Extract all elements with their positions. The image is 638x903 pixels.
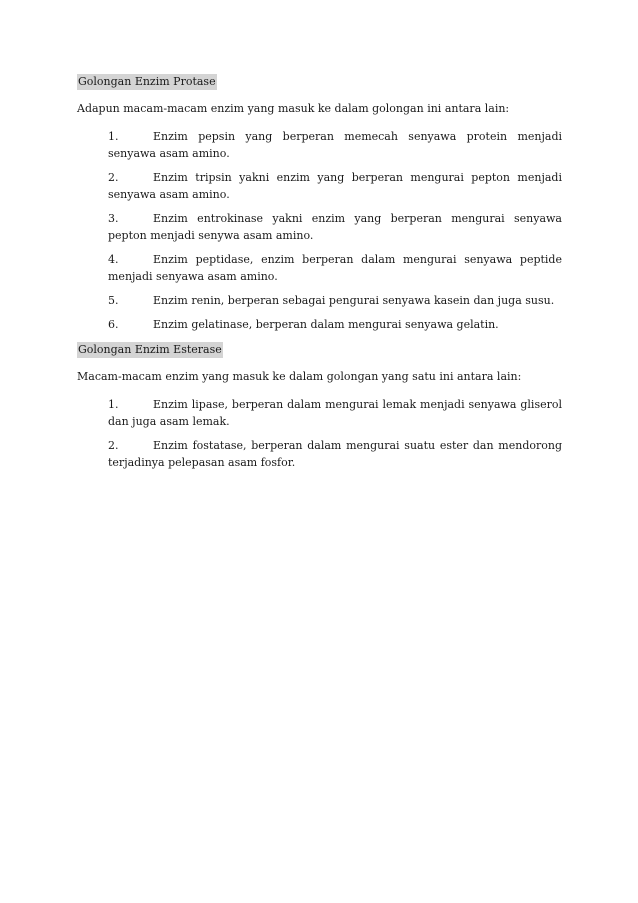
list-item	[108, 316, 562, 333]
list-number: 4.	[108, 253, 119, 266]
list-number: 5.	[108, 294, 119, 307]
document-body	[77, 73, 562, 479]
list-item	[108, 292, 562, 309]
list-item	[108, 169, 562, 203]
list-text: Enzim renin, berperan sebagai pengurai senyawa kasein dan juga susu.	[153, 294, 555, 307]
list-item	[108, 210, 562, 244]
list-text: Enzim tripsin yakni enzim yang berperan mengurai pepton menjadi senyawa asam amino.	[108, 171, 562, 201]
list-number: 1.	[108, 398, 119, 411]
heading-wrap	[77, 341, 562, 358]
list-item	[108, 437, 562, 471]
section-protase	[77, 73, 562, 333]
list-number: 3.	[108, 212, 119, 225]
list-text: Enzim peptidase, enzim berperan dalam mengurai senyawa peptide menjadi senyawa asam amino.	[108, 253, 562, 283]
list-item	[108, 251, 562, 285]
list-text: Enzim entrokinase yakni enzim yang berperan mengurai senyawa pepton menjadi senywa asam amino.	[108, 212, 562, 242]
list-number: 2.	[108, 171, 119, 184]
list-text: Enzim lipase, berperan dalam mengurai lemak menjadi senyawa gliserol dan juga asam lemak.	[108, 398, 562, 428]
list-number: 6.	[108, 318, 119, 331]
section-intro: Adapun macam-macam enzim yang masuk ke dalam golongan ini antara lain:	[77, 102, 510, 115]
list-text: Enzim fostatase, berperan dalam mengurai suatu ester dan mendorong terjadinya pelepasan asam fosfor.	[108, 439, 562, 469]
heading-wrap	[77, 73, 562, 90]
enzyme-list	[77, 128, 562, 333]
section-heading: Golongan Enzim Esterase	[78, 343, 222, 356]
list-text: Enzim gelatinase, berperan dalam mengurai senyawa gelatin.	[153, 318, 499, 331]
list-item	[108, 396, 562, 430]
list-text: Enzim pepsin yang berperan memecah senyawa protein menjadi senyawa asam amino.	[108, 130, 562, 160]
section-intro: Macam-macam enzim yang masuk ke dalam golongan yang satu ini antara lain:	[77, 370, 522, 383]
enzyme-list	[77, 396, 562, 471]
section-esterase	[77, 341, 562, 471]
list-number: 1.	[108, 130, 119, 143]
section-heading: Golongan Enzim Protase	[78, 75, 216, 88]
list-number: 2.	[108, 439, 119, 452]
list-item	[108, 128, 562, 162]
